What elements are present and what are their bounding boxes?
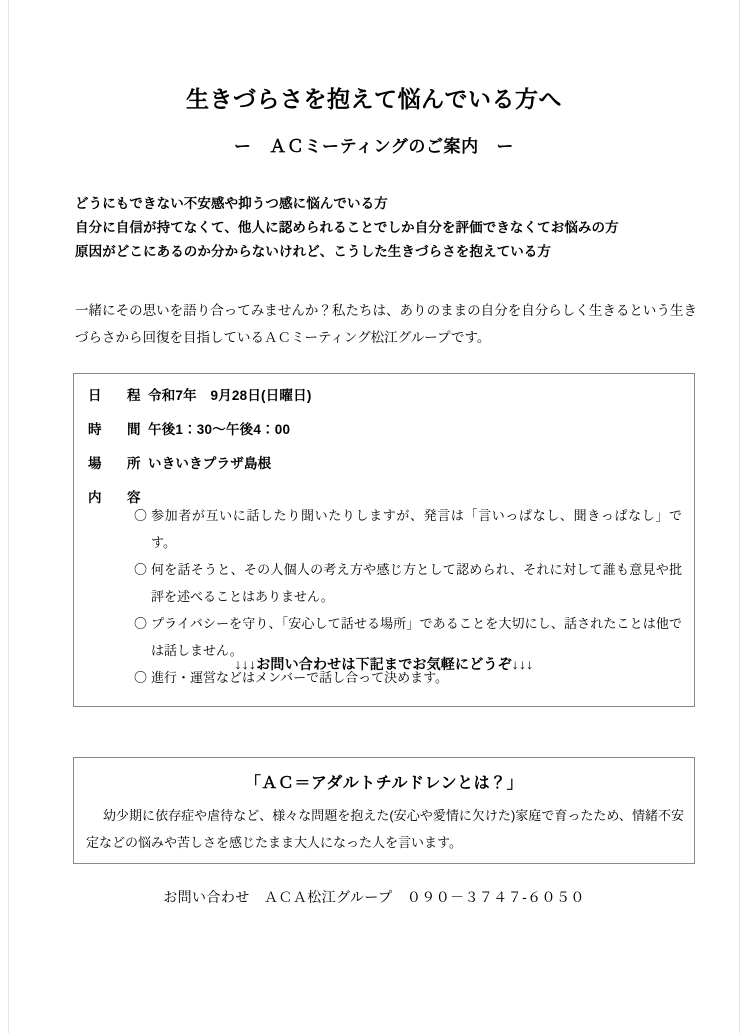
detail-value-date: 令和7年 9月28日(日曜日) [148,388,312,403]
page-subtitle: ー ＡＣミーティングのご案内 ー [234,137,514,156]
detail-label-content: 内 容 [88,490,147,505]
audience-list [75,192,715,264]
detail-label-date: 日 程 [88,388,147,403]
document-page [8,0,740,1033]
list-item [134,556,682,610]
detail-row-date [88,384,678,418]
detail-value-place: いきいきプラザ島根 [148,456,272,471]
audience-line: 自分に自信が持てなくて、他人に認められることでしか自分を評価できなくてお悩みの方 [75,220,619,235]
audience-line: 原因がどこにあるのか分からないけれど、こうした生きづらさを抱えている方 [75,244,551,259]
list-item-text: 参加者が互いに話したり聞いたりしますが、発言は「言いっぱなし、聞きっぱなし」です。 [151,508,682,550]
event-details-box [73,373,695,707]
list-item-text: プライバシーを守り、「安心して話せる場所」であることを大切にし、話されたことは他では話しません。 [151,616,682,658]
detail-row-place [88,452,678,486]
ac-definition-heading: 「ＡＣ＝アダルトチルドレンとは？」 [244,775,524,792]
contact-call-to-action: ↓↓↓お問い合わせは下記までお気軽にどうぞ↓↓↓ [234,656,534,672]
detail-value-time: 午後1：30～午後4：00 [148,422,291,437]
event-details-rows [88,384,678,520]
circle-bullet-icon: 〇 [134,670,148,685]
list-item-text: 進行・運営などはメンバーで話し合って決めます。 [151,670,449,685]
detail-row-time [88,418,678,452]
lead-paragraph: 一緒にその思いを語り合ってみませんか？私たちは、ありのままの自分を自分らしく生きるという生きづらさから回復を目指しているＡＣミーティング松江グループです。 [75,303,697,345]
circle-bullet-icon: 〇 [134,562,148,577]
list-item-text: 何を話そうと、その人個人の考え方や感じ方として認められ、それに対して誰も意見や批評を述べることはありません。 [151,562,682,604]
detail-label-place: 場 所 [88,456,147,471]
list-item [134,502,682,556]
circle-bullet-icon: 〇 [134,508,148,523]
contact-footer: お問い合わせ ＡＣＡ松江グループ ０９０－３７４７-６０５０ [163,889,585,905]
audience-line: どうにもできない不安感や抑うつ感に悩んでいる方 [75,196,388,211]
circle-bullet-icon: 〇 [134,616,148,631]
ac-definition-text: 幼少期に依存症や虐待など、様々な問題を抱えた(安心や愛情に欠けた)家庭で育ったため、情緒不安定などの悩みや苦しさを感じたまま大人になった人を言います。 [86,808,684,850]
page-content [9,0,739,1033]
ac-definition-box [73,757,695,864]
page-title: 生きづらさを抱えて悩んでいる方へ [186,86,562,112]
detail-label-time: 時 間 [88,422,147,437]
